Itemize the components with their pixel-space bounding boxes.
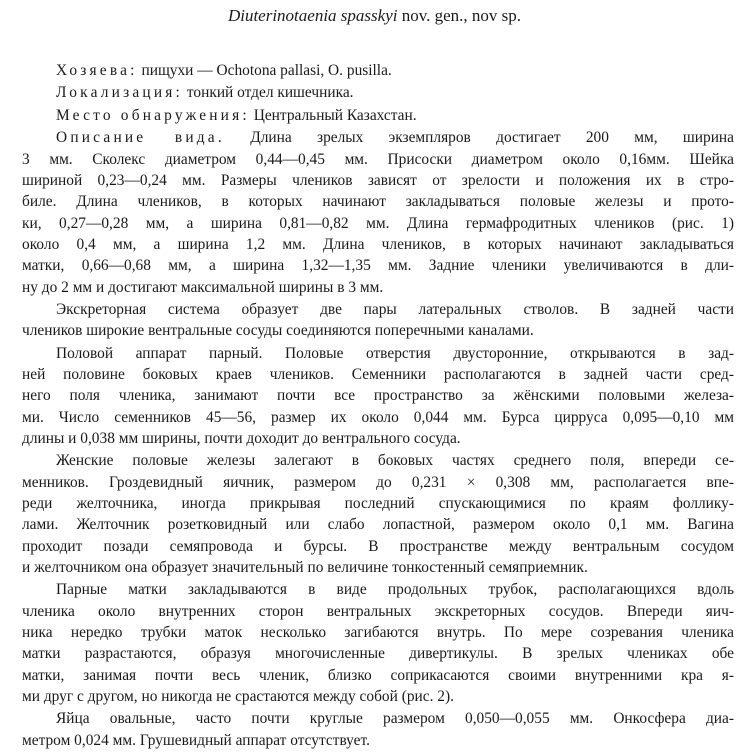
text-line (22, 127, 734, 148)
paragraph (22, 299, 734, 342)
paragraph (22, 60, 734, 81)
text-line (22, 472, 734, 493)
text-line (22, 299, 734, 320)
line-text: проходит позади семяпровода и бурсы. В пространстве между вентральным сосудом (22, 537, 734, 555)
section-label: Описание вида. (56, 129, 225, 147)
line-text: Длина зрелых экземпляров достигает 200 мм, ширина (250, 129, 734, 147)
line-text: ми друг с другом, но никогда не срастаются между собой (рис. 2). (22, 687, 454, 705)
line-text: пищухи — Ochotona pallasi, O. pusilla. (141, 62, 392, 79)
line-text: шириной 0,23—0,24 мм. Размеры члеников зависят от зрелости и положения их в стро- (22, 172, 734, 190)
line-text: Половой аппарат парный. Половые отверстия двусторонние, открываются в зад- (56, 344, 734, 362)
section-label: Хозяева: (56, 62, 138, 79)
species-name: Diuterinotaenia spasskyi (227, 6, 398, 25)
text-line (22, 622, 734, 643)
text-line (22, 170, 734, 191)
text-line (22, 191, 734, 212)
text-line (22, 730, 734, 751)
line-text: тонкий отдел кишечника. (186, 84, 354, 102)
line-text: метром 0,024 мм. Грушевидный аппарат отсутствует. (22, 731, 370, 749)
text-line (22, 450, 734, 471)
text-line (22, 105, 734, 126)
text-line (22, 385, 734, 406)
paragraph (22, 579, 734, 707)
text-line (22, 213, 734, 234)
text-line (22, 493, 734, 514)
section-label: Место обнаружения: (56, 106, 250, 124)
line-text: него поля членика, занимают почти все пространство за жёнскими половыми железа- (22, 387, 734, 405)
line-text: Экскреторная система образует две пары латеральных стволов. В задней части (56, 301, 734, 319)
paragraph (22, 82, 734, 103)
line-text: матки разрастаются, образуя многочисленные дивертикулы. В зрелых члениках обе (22, 645, 734, 663)
text-line (22, 407, 734, 428)
line-text: длины и 0,038 мм ширины, почти доходит до вентрального сосуда. (22, 429, 461, 447)
line-text: члеников широкие вентральные сосуды соединяются поперечными каналами. (22, 322, 534, 340)
text-line (22, 234, 734, 255)
text-line (22, 686, 734, 707)
paragraph (22, 450, 734, 578)
line-text: ника нередко трубки маток несколько загибаются внутрь. По мере созревания членика (22, 624, 734, 642)
description-body (22, 60, 734, 752)
line-text: биле. Длина члеников, в которых начинают закладываться половые железы и прото- (22, 193, 734, 211)
line-text: членика около внутренних сторон вентральных экскреторных сосудов. Впереди яич- (22, 602, 734, 620)
species-heading (0, 6, 749, 26)
text-line (22, 255, 734, 276)
paragraph (22, 127, 734, 297)
text-line (22, 428, 734, 449)
paragraph (22, 708, 734, 751)
text-line (22, 343, 734, 364)
line-text: Яйца овальные, часто почти круглые размером 0,050—0,055 мм. Онкосфера диа- (56, 710, 734, 728)
text-line (22, 579, 734, 600)
text-line (22, 514, 734, 535)
text-line (22, 82, 734, 103)
line-text: ки, 0,27—0,28 мм, а ширина 0,81—0,82 мм. Длина гермафродитных члеников (рис. 1) (22, 214, 734, 232)
paragraph (22, 105, 734, 126)
line-text: ми. Число семенников 45—56, размер их около 0,044 мм. Бурса цирруса 0,095—0,10 мм (22, 408, 734, 426)
line-text: лами. Желточник розетковидный или слабо лопастной, размером около 0,1 мм. Вагина (22, 516, 734, 534)
text-line (22, 60, 734, 81)
text-line (22, 665, 734, 686)
text-line (22, 320, 734, 341)
text-line (22, 601, 734, 622)
line-text: Парные матки закладываются в виде продольных трубок, располагающихся вдоль (56, 581, 734, 599)
text-line (22, 643, 734, 664)
line-text: менников. Гроздевидный яичник, размером до 0,231 × 0,308 мм, располагается впе- (22, 473, 734, 491)
section-label: Локализация: (56, 84, 184, 102)
species-status: nov. gen., nov sp. (397, 6, 522, 25)
line-text: ней половине боковых краев члеников. Семенники располагаются в задней части сред- (22, 366, 734, 384)
line-text: и желточником она образует значительный по величине тонкостенный семяприемник. (22, 558, 588, 576)
text-line (22, 364, 734, 385)
text-line (22, 708, 734, 729)
line-text: Женские половые железы залегают в боковых частях среднего поля, впереди се- (56, 452, 734, 470)
line-text: реди желточника, иногда прикрывая последний спускающимися по краям фоллику- (22, 495, 734, 513)
text-line (22, 536, 734, 557)
line-text: матки, 0,66—0,68 мм, а ширина 1,32—1,35 мм. Задние членики увеличиваются в дли- (22, 257, 734, 275)
text-line (22, 557, 734, 578)
line-text: около 0,4 мм, а ширина 1,2 мм. Длина члеников, в которых начинают закладываться (22, 235, 734, 253)
line-text: матки, занимая почти весь членик, близко соприкасаются своими внутренними кра я- (22, 666, 734, 684)
text-line (22, 149, 734, 170)
line-text: 3 мм. Сколекс диаметром 0,44—0,45 мм. Присоски диаметром около 0,16мм. Шейка (22, 150, 734, 168)
line-text: ну до 2 мм и достигают максимальной ширины в 3 мм. (22, 278, 384, 296)
line-text: Центральный Казахстан. (253, 106, 417, 124)
paragraph (22, 343, 734, 449)
text-line (22, 277, 734, 298)
